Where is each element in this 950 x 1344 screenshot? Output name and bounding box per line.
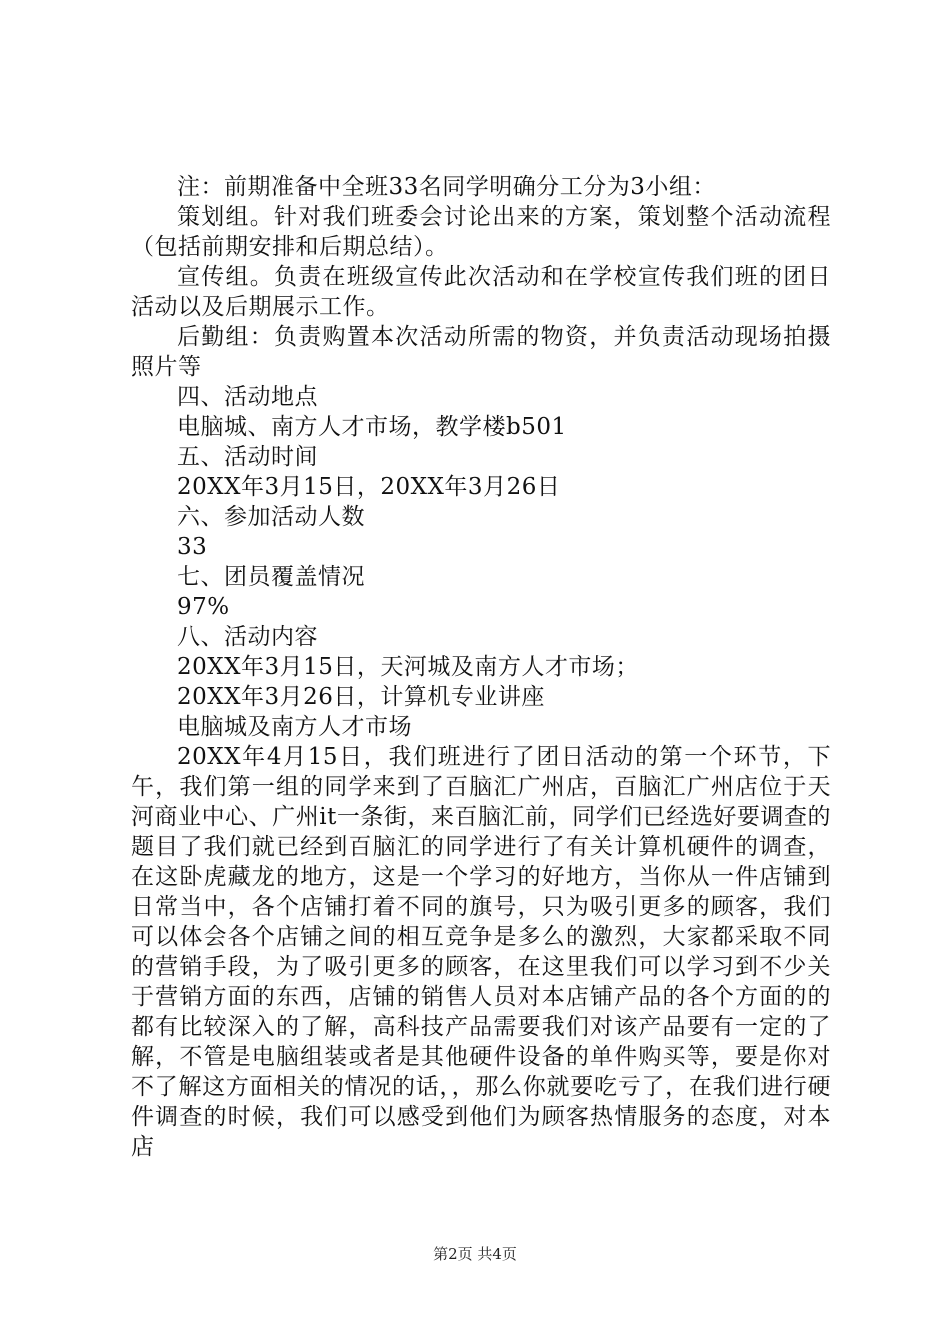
note-paragraph: 注：前期准备中全班33名同学明确分工分为3小组：: [177, 174, 716, 200]
section-heading-location: 四、活动地点: [177, 384, 318, 410]
document-body: [131, 172, 831, 1162]
section-heading-coverage: 七、团员覆盖情况: [177, 564, 365, 590]
content-item-2: 20XX年3月26日，计算机专业讲座: [177, 684, 545, 710]
planning-group-paragraph: 策划组。针对我们班委会讨论出来的方案，策划整个活动流程（包括前期安排和后期总结）。: [131, 204, 831, 260]
participants-value: 33: [177, 534, 208, 560]
section-heading-time: 五、活动时间: [177, 444, 318, 470]
content-item-1: 20XX年3月15日，天河城及南方人才市场；: [177, 654, 639, 680]
section-heading-content: 八、活动内容: [177, 624, 318, 650]
logistics-group-paragraph: 后勤组：负责购置本次活动所需的物资，并负责活动现场拍摄照片等: [131, 324, 831, 380]
coverage-value: 97%: [177, 594, 230, 620]
subsection-heading: 电脑城及南方人才市场: [177, 714, 412, 740]
section-heading-participants: 六、参加活动人数: [177, 504, 365, 530]
location-value: 电脑城、南方人才市场，教学楼b501: [177, 414, 567, 440]
narrative-paragraph: 20XX年4月15日，我们班进行了团日活动的第一个环节，下午，我们第一组的同学来到了百脑汇广州店，百脑汇广州店位于天河商业中心、广州it一条街，来百脑汇前，同学们已经选好要调查的题目了我们就已经到百脑汇的同学进行了有关计算机硬件的调查，在这卧虎藏龙的地方，这是一个学习的好地方，当你从一件店铺到日常当中，各个店铺打着不同的旗号，只为吸引更多的顾客，我们可以体会各个店铺之间的相互竞争是多么的激烈，大家都采取不同的营销手段，为了吸引更多的顾客，在这里我们可以学习到不少关于营销方面的东西，店铺的销售人员对本店铺产品的各个方面的的都有比较深入的了解，高科技产品需要我们对该产品要有一定的了解，不管是电脑组装或者是其他硬件设备的单件购买等，要是你对不了解这方面相关的情况的话，，那么你就要吃亏了，在我们进行硬件调查的时候，我们可以感受到他们为顾客热情服务的态度，对本店: [131, 744, 831, 1160]
page-footer: 第2页 共4页: [433, 1245, 517, 1263]
time-value: 20XX年3月15日，20XX年3月26日: [177, 474, 561, 500]
publicity-group-paragraph: 宣传组。负责在班级宣传此次活动和在学校宣传我们班的团日活动以及后期展示工作。: [131, 264, 831, 320]
